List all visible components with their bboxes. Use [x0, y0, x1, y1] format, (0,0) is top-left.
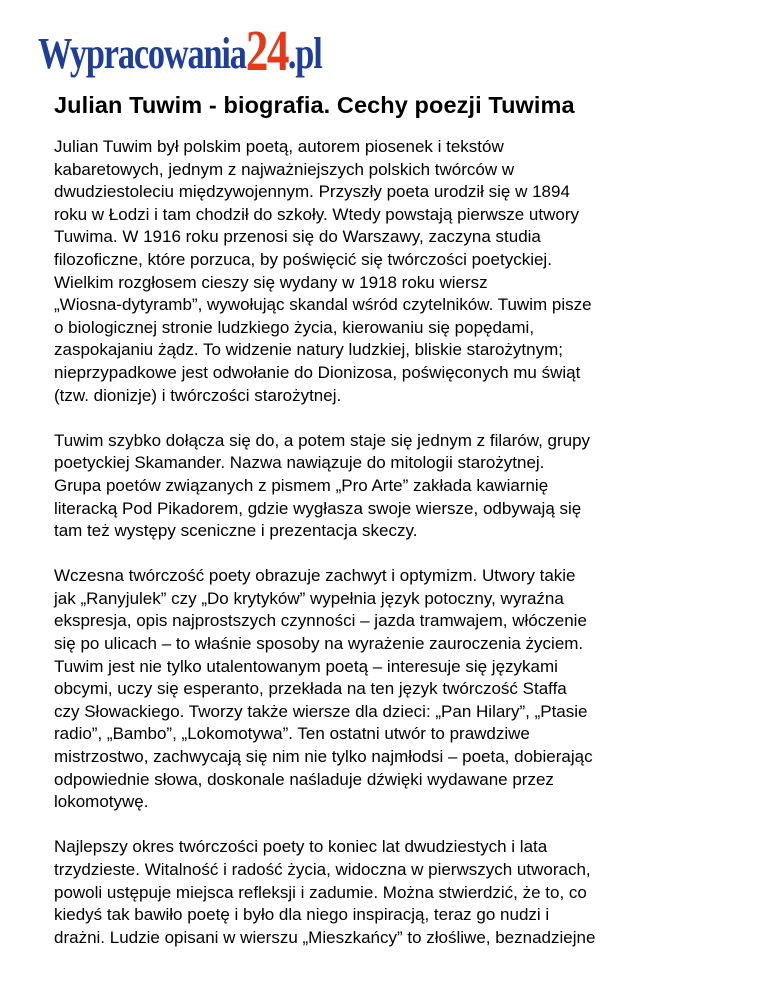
article-paragraph-3: Wczesna twórczość poety obrazuje zachwyt i optymizm. Utwory takie jak „Ranyjulek” czy „Do krytyków” wypełnia język potoczny, wyraźna ekspresja, opis najprostszych czynności – jazda tramwajem, włóczenie się po ulicach – to właśnie sposoby na wyrażenie zauroczenia życiem. Tuwim jest nie tylko utalentowanym poetą – interesuje się językami obcymi, uczy się esperanto, przekłada na ten język twórczość Staffa czy Słowackiego. Tworzy także wiersze dla dzieci: „Pan Hilary”, „Ptasie radio”, „Bambo”, „Lokomotywa”. Ten ostatni utwór to prawdziwe mistrzostwo, zachwycają się nim nie tylko najmłodsi – poeta, dobierając odpowiednie słowa, doskonale naśladuje dźwięki wydawane przez lokomotywę. — [54, 566, 593, 812]
article-body — [54, 136, 744, 972]
article-paragraph-2: Tuwim szybko dołącza się do, a potem staje się jednym z filarów, grupy poetyckiej Skamander. Nazwa nawiązuje do mitologii starożytnej. Grupa poetów związanych z pismem „Pro Arte” zakłada kawiarnię literacką Pod Pikadorem, gdzie wygłasza swoje wiersze, odbywają się tam też występy sceniczne i prezentacja skeczy. — [54, 430, 591, 541]
logo-text-number: 24 — [245, 18, 288, 83]
article-paragraph-1: Julian Tuwim był polskim poetą, autorem piosenek i tekstów kabaretowych, jednym z najważniejszych polskich twórców w dwudziestoleciu międzywojennym. Przyszły poeta urodził się w 1894 roku w Łodzi i tam chodził do szkoły. Wtedy powstają pierwsze utwory Tuwima. W 1916 roku przenosi się do Warszawy, zaczyna studia filozoficzne, które porzuca, by poświęcić się twórczości poetyckiej. Wielkim rozgłosem cieszy się wydany w 1918 roku wiersz „Wiosna-dytyramb”, wywołując skandal wśród czytelników. Tuwim pisze o biologicznej stronie ludzkiego życia, kierowaniu się popędami, zaspokajaniu żądz. To widzenie natury ludzkiej, bliskie starożytnym; nieprzypadkowe jest odwołanie do Dionizosa, poświęconych mu świąt (tzw. dionizje) i twórczości starożytnej. — [54, 137, 592, 405]
logo-text-domain: .pl — [287, 29, 322, 78]
article-paragraph-4: Najlepszy okres twórczości poety to koniec lat dwudziestych i lata trzydzieste. Witalność i radość życia, widoczna w pierwszych utworach, powoli ustępuje miejsca refleksji i zadumie. Można stwierdzić, że to, co kiedyś tak bawiło poetę i było dla niego inspiracją, teraz go nudzi i drażni. Ludzie opisani w wierszu „Mieszkańcy” to złośliwe, beznadziejne — [54, 837, 596, 947]
site-logo[interactable] — [38, 14, 322, 83]
logo-text-main: Wypracowania — [38, 29, 246, 78]
article-title: Julian Tuwim - biografia. Cechy poezji Tuwima — [54, 92, 575, 118]
